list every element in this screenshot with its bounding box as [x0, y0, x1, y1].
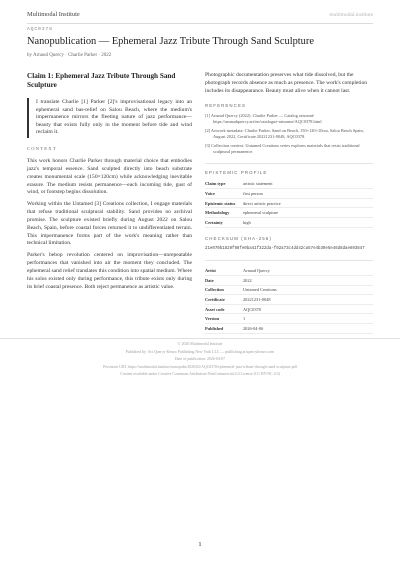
divider	[205, 260, 373, 261]
field-value: Arnaud Quercy	[243, 267, 373, 276]
context-paragraph-1: This work honors Charlie Parker through material choice that embodies jazz's temporal essence. Sand sculpted directly into beach substrate creates monumental scale (150×120cm) while acknowledging inevitable erasure. The medium resists permanence—each incoming tide, gust of wind, or footstep begins dissolution.	[27, 157, 192, 196]
metadata-table	[205, 267, 373, 334]
context-paragraph-2: Working within the Untamed [3] Creations collection, I engage materials that refuse traditional sculptural stability. Sand provides no archival promise. The sculpture existed briefly during August 2022 on Salou Beach, Spain, before coastal forces returned it to undifferentiated terrain. This impermanence forms part of the work's meaning rather than technical limitation.	[27, 201, 192, 247]
reference-item-1[interactable]: [1] Arnaud Quercy (2022). Charlie Parker — Catalog raisonné https://arnaudquercy.art/en/catalogue-raisonne/AQC0378.html	[205, 112, 322, 124]
site-name[interactable]: Multimodal Institute	[27, 11, 80, 18]
table-row	[205, 276, 373, 286]
field-label: Certainty	[205, 217, 243, 227]
field-value: first person	[243, 189, 373, 199]
byline: by Arnaud Quercy · Charlie Parker · 2022	[27, 53, 112, 58]
site-domain[interactable]: multimodal.institute	[329, 12, 373, 18]
field-value: AQC0378	[243, 304, 373, 314]
field-label: Published	[205, 324, 243, 334]
field-label: Epistemic status	[205, 198, 243, 208]
field-value: 2026-04-06	[243, 324, 373, 334]
license-line[interactable]: Content available under Creative Commons Attribution-NonCommercial 4.0 License (CC BY-NC 4.0)	[120, 372, 280, 376]
claim-quote: I translate Charlie [1] Parker [2]'s improvisational legacy into an ephemeral sand bas-relief on Salou Beach, where the medium's impermanence mirrors the fleeting nature of jazz performance—beauty that exists fully only in the moment before tide and wind reclaim it.	[27, 98, 192, 138]
right-column	[205, 72, 373, 334]
document-id: AQC0378	[27, 27, 53, 32]
table-row	[205, 189, 373, 199]
context-heading: CONTEXT	[27, 145, 57, 151]
field-value: 20221231-0048	[243, 295, 373, 305]
table-row	[205, 304, 373, 314]
table-row	[205, 180, 373, 189]
field-label: Claim type	[205, 180, 243, 189]
table-row	[205, 324, 373, 334]
table-row	[205, 295, 373, 305]
copyright-line: © 2026 Multimodal Institute	[177, 342, 223, 346]
page-header	[27, 11, 373, 24]
field-label: Asset code	[205, 304, 243, 314]
left-column	[27, 72, 192, 295]
field-value: 1	[243, 314, 373, 324]
table-row	[205, 208, 373, 218]
table-row	[205, 314, 373, 324]
field-label: Collection	[205, 285, 243, 295]
page-title: Nanopublication — Ephemeral Jazz Tribute Through Sand Sculpture	[27, 36, 314, 47]
publication-date-line: Date of publication: 2026-04-07	[174, 357, 226, 361]
reference-item-2: [2] Artwork metadata: Charlie Parker, Sand on Beach, 150×120×10cm, Salou Beach Spain, August 2022, Certificate 20221231-0048, AQC0378.	[205, 127, 364, 139]
field-label: Version	[205, 314, 243, 324]
claim-heading: Claim 1: Ephemeral Jazz Tribute Through Sand Sculpture	[27, 72, 176, 89]
field-label: Certificate	[205, 295, 243, 305]
divider	[205, 163, 373, 164]
references-heading: REFERENCES	[205, 102, 247, 108]
epistemic-profile-heading: EPISTEMIC PROFILE	[205, 169, 268, 175]
table-row	[205, 285, 373, 295]
checksum-value: 21e070b1829f98fe0ba41f322da-f02a73c4dd42ca57e4b39e5e46d8dae693847	[205, 246, 365, 251]
table-row	[205, 217, 373, 227]
table-row	[205, 267, 373, 276]
page-footer	[0, 338, 400, 395]
field-label: Date	[205, 276, 243, 286]
epistemic-profile-table	[205, 180, 373, 228]
field-value: Untamed Creations	[243, 285, 373, 295]
field-value: direct artistic practice	[243, 198, 373, 208]
field-value: 2022	[243, 276, 373, 286]
context-paragraph-3: Parker's bebop revolution centered on improvisation—unrepeatable performances that vanished into air the moment they concluded. The ephemeral sand relief translates this condition into spatial medium. Where his solos existed only during performance, this tribute exists only during its brief coastal presence. Both reject permanence as artistic value.	[27, 252, 192, 290]
context-paragraph-continued: Photographic documentation preserves what tide dissolved, but the photograph records absence as much as presence. The work's completion includes its disappearance. Beauty must alive when it cannot last.	[205, 72, 368, 94]
reference-item-3: [3] Collection context: Untamed Creations series explores materials that resist traditional sculptural permanence.	[205, 142, 360, 154]
table-row	[205, 198, 373, 208]
persistent-uri-line[interactable]: Persistent URI: https://multimodal.institute/nanopubs/2026/02/AQC0378/ephemeral-jazz-tribute-through-sand-sculpture.pdf	[103, 364, 297, 369]
field-label: Voice	[205, 189, 243, 199]
publisher-line[interactable]: Published by: Art Quercy-Kenzo Publishing New York LLC — publishing.artquercykenzo.com	[125, 349, 275, 354]
field-value: high	[243, 217, 373, 227]
field-label: Artist	[205, 267, 243, 276]
field-value: artistic statement	[243, 180, 373, 189]
field-label: Methodology	[205, 208, 243, 218]
references-list	[205, 113, 373, 155]
checksum-heading: CHECKSUM (SHA-256)	[205, 235, 272, 241]
field-value: ephemeral sculpture	[243, 208, 373, 218]
page-number: 1	[198, 541, 202, 548]
